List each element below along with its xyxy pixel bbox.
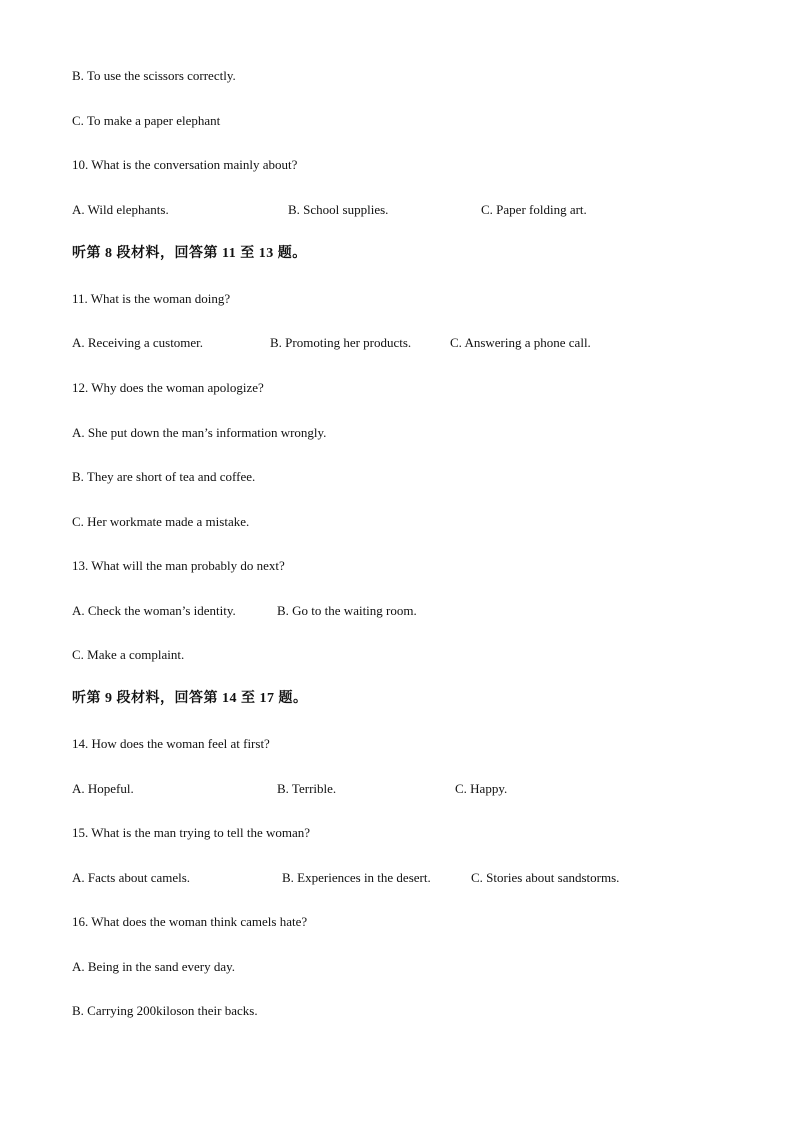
question-13: 13. What will the man probably do next? bbox=[72, 558, 285, 573]
option-b-scissors: B. To use the scissors correctly. bbox=[72, 68, 236, 83]
question-11-options bbox=[72, 335, 754, 351]
question-13-option-c: C. Make a complaint. bbox=[72, 647, 185, 662]
question-10-option-a: A. Wild elephants. bbox=[72, 202, 169, 217]
question-15-option-a: A. Facts about camels. bbox=[72, 870, 191, 885]
question-16-option-b: B. Carrying 200kiloson their backs. bbox=[72, 1003, 258, 1018]
question-15: 15. What is the man trying to tell the woman? bbox=[72, 825, 311, 840]
question-13-option-a: A. Check the woman’s identity. bbox=[72, 603, 236, 618]
question-10-option-b: B. School supplies. bbox=[288, 202, 389, 217]
question-11-option-a: A. Receiving a customer. bbox=[72, 335, 204, 350]
question-10-options bbox=[72, 202, 754, 218]
question-16-option-a: A. Being in the sand every day. bbox=[72, 959, 236, 974]
question-15-option-b: B. Experiences in the desert. bbox=[282, 870, 431, 885]
question-14-option-b: B. Terrible. bbox=[277, 781, 337, 796]
section-heading-9: 听第 9 段材料，回答第 14 至 17 题。 bbox=[72, 691, 308, 706]
question-12-option-b: B. They are short of tea and coffee. bbox=[72, 469, 256, 484]
question-15-option-c: C. Stories about sandstorms. bbox=[471, 870, 620, 885]
question-14: 14. How does the woman feel at first? bbox=[72, 736, 270, 751]
question-12-option-a: A. She put down the man’s information wrongly. bbox=[72, 425, 327, 440]
question-13-option-b: B. Go to the waiting room. bbox=[277, 603, 417, 618]
question-11: 11. What is the woman doing? bbox=[72, 291, 231, 306]
question-14-option-a: A. Hopeful. bbox=[72, 781, 134, 796]
question-10: 10. What is the conversation mainly about? bbox=[72, 157, 298, 172]
question-16: 16. What does the woman think camels hate? bbox=[72, 914, 308, 929]
question-11-option-b: B. Promoting her products. bbox=[270, 335, 412, 350]
question-14-option-c: C. Happy. bbox=[455, 781, 508, 796]
question-13-options bbox=[72, 603, 754, 619]
question-15-options bbox=[72, 870, 754, 886]
option-c-paper-elephant: C. To make a paper elephant bbox=[72, 113, 221, 128]
question-14-options bbox=[72, 781, 754, 797]
question-12: 12. Why does the woman apologize? bbox=[72, 380, 264, 395]
question-10-option-c: C. Paper folding art. bbox=[481, 202, 587, 217]
question-11-option-c: C. Answering a phone call. bbox=[450, 335, 591, 350]
question-12-option-c: C. Her workmate made a mistake. bbox=[72, 514, 250, 529]
section-heading-8: 听第 8 段材料，回答第 11 至 13 题。 bbox=[72, 246, 307, 261]
